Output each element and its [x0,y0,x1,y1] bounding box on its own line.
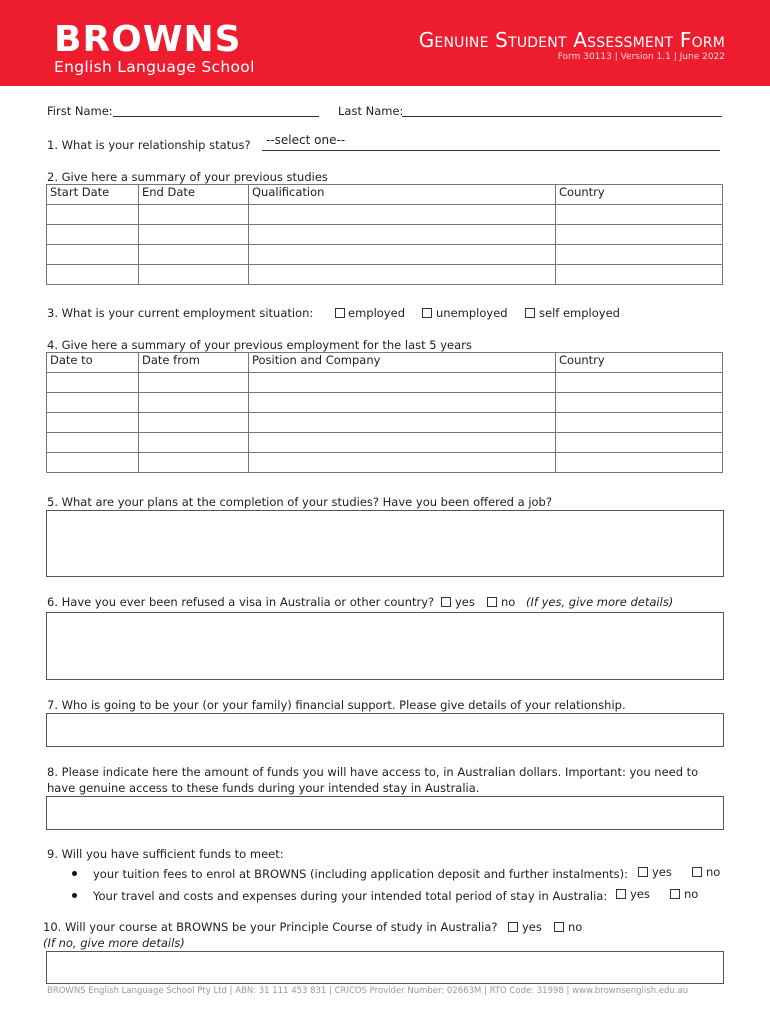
employed-label: employed [348,306,405,320]
visa-refused-no-label: no [501,595,516,609]
first-name-label: First Name: [47,104,113,118]
travel-funds-yes-label: yes [630,887,650,901]
header-position-company: Position and Company [249,353,556,373]
visa-details-textarea[interactable] [46,612,724,680]
table-row[interactable] [47,265,723,285]
browns-logo: BROWNS [54,19,242,60]
tuition-funds-no-label: no [706,865,721,879]
last-name-field[interactable] [402,116,722,117]
table-row[interactable] [47,393,723,413]
q5-label: 5. What are your plans at the completion of your studies? Have you been offered a job? [47,495,552,509]
funds-amount-textarea[interactable] [46,796,724,830]
q9-label: 9. Will you have sufficient funds to meet: [47,847,284,861]
principal-course-yes-checkbox[interactable] [508,922,518,932]
q9-item2-label: Your travel and costs and expenses during your intended total period of stay in Australia: [93,889,608,903]
table-row[interactable] [47,433,723,453]
table-row[interactable] [47,245,723,265]
bullet [72,893,77,898]
future-plans-textarea[interactable] [46,510,724,577]
travel-funds-yes-checkbox[interactable] [616,889,626,899]
self-employed-checkbox[interactable] [525,308,535,318]
header-start-date: Start Date [47,185,139,205]
q6-label: 6. Have you ever been refused a visa in Australia or other country? [47,595,435,609]
principal-course-no-checkbox[interactable] [554,922,564,932]
q10-note: (If no, give more details) [43,936,185,950]
principal-course-details-textarea[interactable] [46,951,724,984]
employed-checkbox[interactable] [335,308,345,318]
header-date-to: Date to [47,353,139,373]
header-end-date: End Date [139,185,249,205]
tuition-funds-yes-checkbox[interactable] [638,867,648,877]
financial-support-textarea[interactable] [46,713,724,747]
table-row[interactable] [47,373,723,393]
table-row[interactable] [47,453,723,473]
visa-refused-no-checkbox[interactable] [487,597,497,607]
q8-label-line1: 8. Please indicate here the amount of funds you will have access to, in Australian dollars. Important: you need to [47,765,699,779]
q7-label: 7. Who is going to be your (or your family) financial support. Please give details of your relationship. [47,698,626,712]
table-row[interactable] [47,205,723,225]
form-header [0,0,770,86]
first-name-field[interactable] [113,116,319,117]
form-version: Form 30113 | Version 1.1 | June 2022 [557,52,725,62]
tuition-funds-no-checkbox[interactable] [692,867,702,877]
header-country: Country [556,185,723,205]
travel-funds-no-checkbox[interactable] [670,889,680,899]
table-header-row [47,353,723,373]
visa-refused-note: (If yes, give more details) [526,595,674,609]
principal-course-no-label: no [568,920,583,934]
relationship-status-underline [262,150,720,151]
table-header-row [47,185,723,205]
visa-refused-yes-checkbox[interactable] [441,597,451,607]
header-country: Country [556,353,723,373]
relationship-status-select[interactable]: --select one-- [266,133,346,147]
q1-label: 1. What is your relationship status? [47,138,251,152]
unemployed-label: unemployed [436,306,508,320]
q8-label-line2: have genuine access to these funds during your intended stay in Australia. [47,781,480,795]
q9-item1-label: your tuition fees to enrol at BROWNS (including application deposit and further instalments): [93,867,628,881]
header-qualification: Qualification [249,185,556,205]
employment-table [46,352,723,473]
unemployed-checkbox[interactable] [422,308,432,318]
visa-refused-yes-label: yes [455,595,475,609]
q2-label: 2. Give here a summary of your previous studies [47,170,328,184]
q10-label: 10. Will your course at BROWNS be your Principle Course of study in Australia? [43,920,498,934]
logo-subtitle: English Language School [54,58,255,76]
table-row[interactable] [47,413,723,433]
header-date-from: Date from [139,353,249,373]
travel-funds-no-label: no [684,887,699,901]
q3-label: 3. What is your current employment situation: [47,306,314,320]
self-employed-label: self employed [539,306,620,320]
bullet [72,871,77,876]
table-row[interactable] [47,225,723,245]
page-footer: BROWNS English Language School Pty Ltd | ABN: 31 111 453 831 | CRICOS Provider Number: 02663M | RTO Code: 31998 | www.brownsenglish.edu.au [47,986,689,996]
studies-table [46,184,723,285]
principal-course-yes-label: yes [522,920,542,934]
last-name-label: Last Name: [338,104,404,118]
q4-label: 4. Give here a summary of your previous employment for the last 5 years [47,338,472,352]
form-title: Genuine Student Assessment Form [418,28,725,52]
tuition-funds-yes-label: yes [652,865,672,879]
